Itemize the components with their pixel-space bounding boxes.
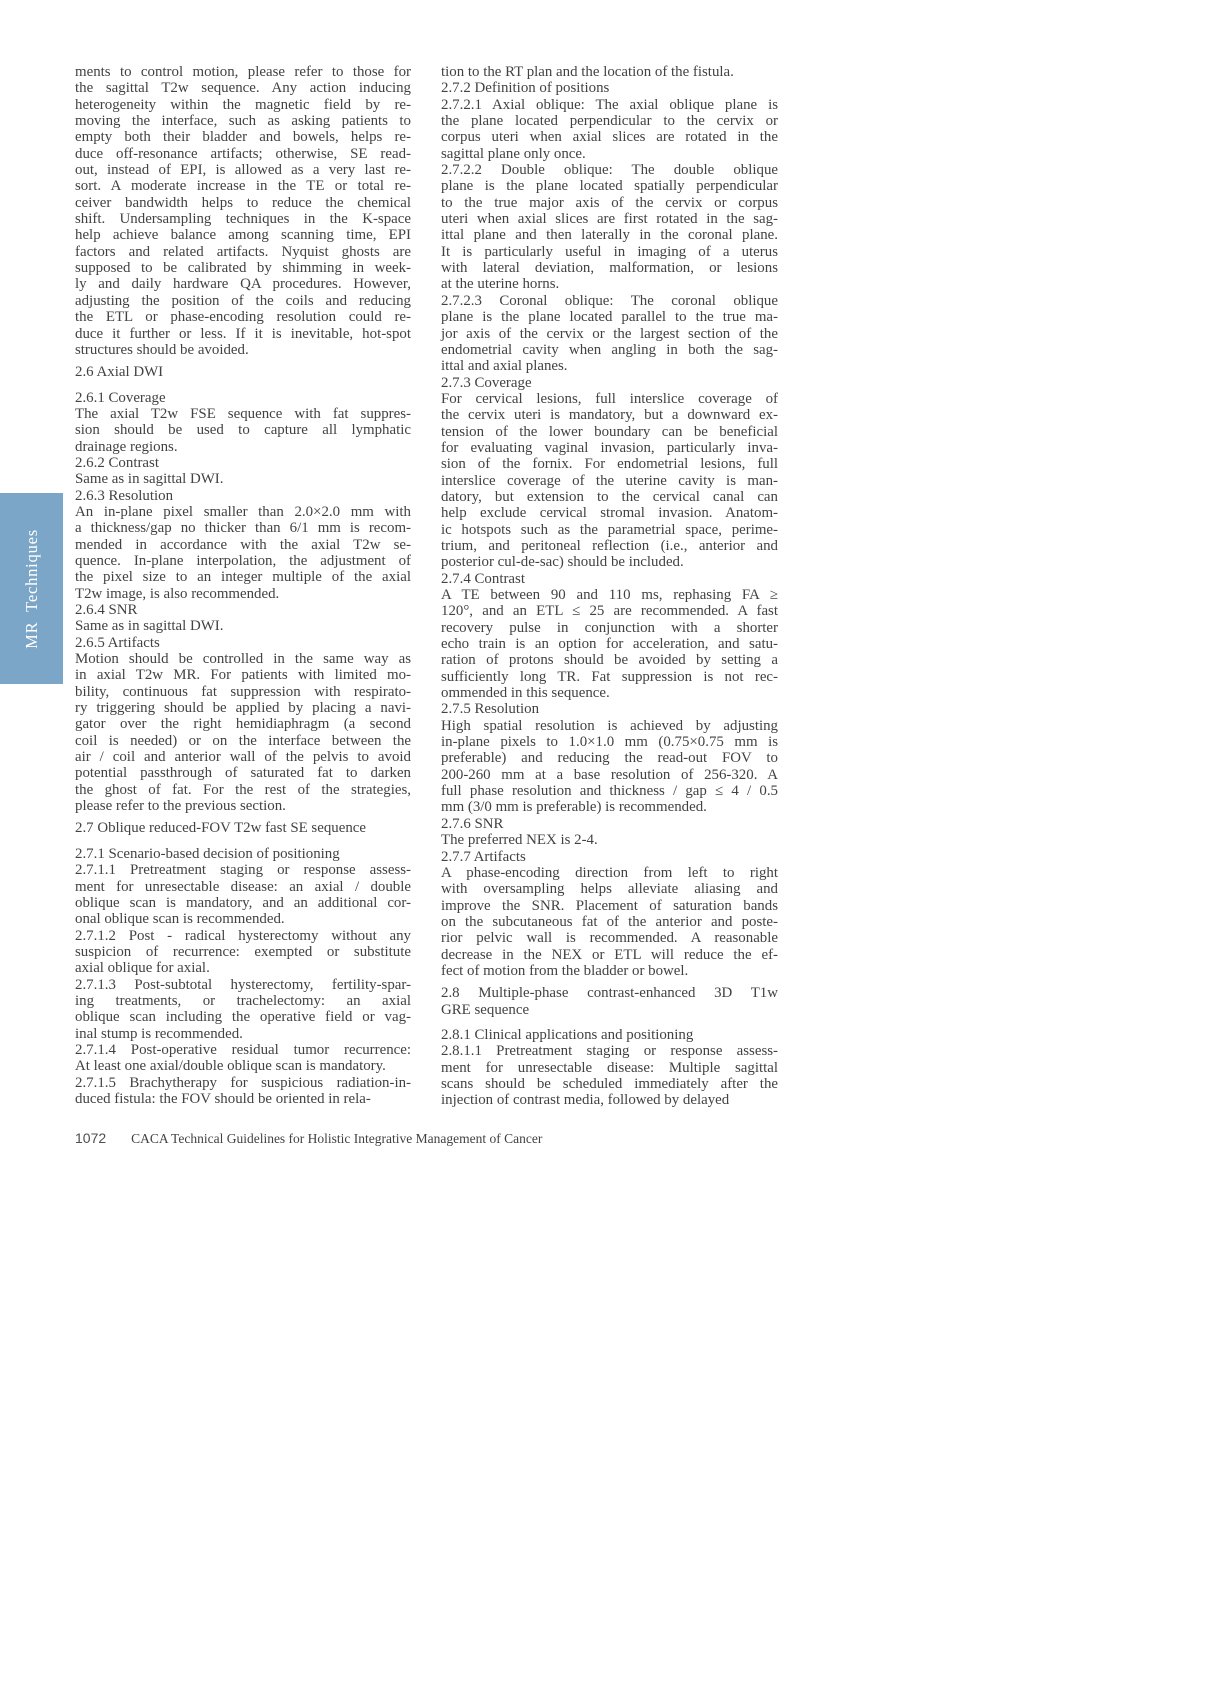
text-line: 2.6 Axial DWI <box>75 364 164 381</box>
text-line: injection of contrast media, followed by delayed <box>441 1092 730 1109</box>
text-line: ration of protons should be avoided by setting a <box>441 652 778 669</box>
text-line: the ETL or phase-encoding resolution could re- <box>75 309 411 326</box>
text-line: jor axis of the cervix or the largest section of the <box>441 325 778 342</box>
page-number: 1072 <box>75 1130 107 1146</box>
text-line: 2.6.3 Resolution <box>75 487 174 504</box>
text-line: plane is the plane located spatially perpendicular <box>441 178 778 195</box>
text-line: sion should be used to capture all lymphatic <box>75 422 411 439</box>
subsection-heading <box>441 375 778 391</box>
text-line: ommended in this sequence. <box>441 685 610 702</box>
text-line: The preferred NEX is 2-4. <box>441 832 598 849</box>
text-line: 2.7.5 Resolution <box>441 701 540 718</box>
text-line: the sagittal T2w sequence. Any action inducing <box>75 80 411 97</box>
text-line: Same as in sagittal DWI. <box>75 618 224 635</box>
text-line: with oversampling helps alleviate aliasing and <box>441 881 778 898</box>
text-line: uteri when axial slices are first rotated in the sag- <box>441 211 778 228</box>
text-line: For cervical lesions, full interslice coverage of <box>441 390 778 407</box>
text-line: A TE between 90 and 110 ms, rephasing FA ≥ <box>441 587 778 603</box>
text-line: 2.8.1.1 Pretreatment staging or response assess- <box>441 1043 778 1060</box>
paragraph <box>441 718 778 816</box>
subsection-heading <box>75 602 411 618</box>
text-line: 2.7.4 Contrast <box>441 570 525 587</box>
text-line: 2.7.2.3 Coronal oblique: The coronal oblique <box>441 292 778 309</box>
text-line: endometrial cavity when angling in both the sag- <box>441 341 778 358</box>
text-line: sion of the fornix. For endometrial lesions, full <box>441 456 778 473</box>
text-line: sort. A moderate increase in the TE or total re- <box>75 178 411 195</box>
paragraph <box>75 64 411 358</box>
paragraph <box>441 832 778 848</box>
text-line: fect of motion from the bladder or bowel. <box>441 962 689 979</box>
text-line: help exclude cervical stromal invasion. Anatom- <box>441 505 778 522</box>
text-line: factors and related artifacts. Nyquist ghosts are <box>75 243 411 260</box>
text-line: datory, but extension to the cervical canal can <box>441 488 778 505</box>
paragraph <box>75 977 411 1042</box>
text-line: out, instead of EPI, is allowed as a very last re- <box>75 162 411 179</box>
paragraph <box>441 162 778 293</box>
text-line: quence. In-plane interpolation, the adjustment of <box>75 552 411 569</box>
text-line: please refer to the previous section. <box>75 798 286 815</box>
text-line: 2.7.7 Artifacts <box>441 848 526 865</box>
text-line: 2.7.1.1 Pretreatment staging or response assess- <box>75 862 411 879</box>
subsection-heading <box>75 488 411 504</box>
text-line: for evaluating vaginal invasion, particularly inva- <box>441 439 778 456</box>
text-line: 2.6.1 Coverage <box>75 389 166 406</box>
text-line: High spatial resolution is achieved by adjusting <box>441 717 778 734</box>
text-line: on the subcutaneous fat of the anterior and poste- <box>441 913 778 930</box>
section-heading <box>75 820 411 836</box>
text-line: recovery pulse in conjunction with a shorter <box>441 619 778 636</box>
text-line: help achieve balance among scanning time, EPI <box>75 227 411 244</box>
right-column <box>441 64 778 1109</box>
text-line: 2.8 Multiple-phase contrast-enhanced 3D T1w <box>441 985 778 1002</box>
text-line: 200-260 mm at a base resolution of 256-320. A <box>441 766 778 783</box>
paragraph <box>75 406 411 455</box>
chapter-side-tab <box>0 493 63 684</box>
text-line: duced fistula: the FOV should be oriented in rela- <box>75 1090 371 1107</box>
text-line: the plane located perpendicular to the cervix or <box>441 113 778 130</box>
text-line: 2.6.4 SNR <box>75 602 138 618</box>
text-line: ing treatments, or trachelectomy: an axial <box>75 992 411 1009</box>
paragraph <box>75 1042 411 1075</box>
text-line: decrease in the NEX or ETL will reduce the ef- <box>441 946 778 963</box>
paragraph <box>75 618 411 634</box>
paragraph <box>75 862 411 927</box>
text-line: GRE sequence <box>441 1001 530 1018</box>
text-line: preferable) and reducing the read-out FOV to <box>441 750 778 767</box>
subsection-heading <box>441 816 778 832</box>
subsection-heading <box>441 1027 778 1043</box>
paragraph <box>441 1043 778 1108</box>
paragraph <box>441 293 778 375</box>
paragraph <box>75 1075 411 1108</box>
text-line: 2.6.2 Contrast <box>75 454 159 471</box>
text-line: mended in accordance with the axial T2w se- <box>75 536 411 553</box>
text-line: An in-plane pixel smaller than 2.0×2.0 mm with <box>75 503 411 520</box>
subsection-heading <box>441 701 778 717</box>
text-line: gator over the right hemidiaphragm (a second <box>75 716 411 733</box>
subsection-heading <box>441 80 778 96</box>
text-line: duce off-resonance artifacts; otherwise, SE read- <box>75 145 411 162</box>
chapter-side-tab-label: MR Techniques <box>21 528 41 649</box>
text-line: moving the interface, such as asking patients to <box>75 113 411 130</box>
text-line: at the uterine horns. <box>441 276 560 293</box>
subsection-heading <box>75 390 411 406</box>
subsection-heading <box>441 849 778 865</box>
paragraph <box>75 471 411 487</box>
text-line: drainage regions. <box>75 438 178 455</box>
text-line: shift. Undersampling techniques in the K-space <box>75 211 411 228</box>
text-line: posterior cul-de-sac) should be included. <box>441 554 684 571</box>
text-line: heterogeneity within the magnetic field by re- <box>75 96 411 113</box>
paragraph <box>75 504 411 602</box>
text-line: to the true major axis of the cervix or corpus <box>441 194 778 211</box>
text-line: full phase resolution and thickness / gap ≤ 4 / 0.5 <box>441 783 778 800</box>
text-line: plane is the plane located parallel to the true ma- <box>441 309 778 326</box>
left-column <box>75 64 411 1107</box>
text-line: a thickness/gap no thicker than 6/1 mm is recom- <box>75 520 411 537</box>
text-line: inal stump is recommended. <box>75 1025 243 1042</box>
text-line: suspicion of recurrence: exempted or substitute <box>75 943 411 960</box>
text-line: T2w image, is also recommended. <box>75 585 280 602</box>
text-line: It is particularly useful in imaging of a uterus <box>441 243 778 260</box>
text-line: 2.7.1.3 Post-subtotal hysterectomy, fertility-spar- <box>75 976 411 993</box>
text-line: corpus uteri when axial slices are rotated in the <box>441 129 778 146</box>
text-line: 2.7.2.1 Axial oblique: The axial oblique plane is <box>441 96 778 113</box>
text-line: bility, continuous fat suppression with respirato- <box>75 683 411 700</box>
text-line: adjusting the position of the coils and reducing <box>75 292 411 309</box>
text-line: duce it further or less. If it is inevitable, hot-spot <box>75 325 411 342</box>
text-line: air / coil and anterior wall of the pelvis to avoid <box>75 749 411 766</box>
text-line: axial oblique for axial. <box>75 960 210 977</box>
text-line: ic hotspots such as the parametrial space, perime- <box>441 521 778 538</box>
text-line: tion to the RT plan and the location of the fistula. <box>441 64 734 80</box>
text-line: Motion should be controlled in the same way as <box>75 651 411 668</box>
paragraph <box>441 391 778 571</box>
running-title: CACA Technical Guidelines for Holistic Integrative Management of Cancer <box>131 1131 543 1146</box>
text-line: rior pelvic wall is recommended. A reasonable <box>441 930 778 947</box>
text-line: 2.6.5 Artifacts <box>75 634 160 651</box>
text-line: tension of the lower boundary can be beneficial <box>441 423 778 440</box>
text-line: in axial T2w MR. For patients with limited mo- <box>75 667 411 684</box>
paragraph <box>441 64 778 80</box>
text-line: ly and daily hardware QA procedures. However, <box>75 276 411 293</box>
text-line: ittal plane and then laterally in the coronal plane. <box>441 227 778 244</box>
text-line: 2.7.1.2 Post - radical hysterectomy without any <box>75 927 411 944</box>
text-line: with lateral deviation, malformation, or lesions <box>441 260 778 277</box>
subsection-heading <box>75 635 411 651</box>
text-line: mm (3/0 mm is preferable) is recommended. <box>441 799 707 816</box>
paragraph <box>75 928 411 977</box>
text-line: interslice coverage of the uterine cavity is man- <box>441 472 778 489</box>
text-line: ittal and axial planes. <box>441 358 568 375</box>
text-line: 120°, and an ETL ≤ 25 are recommended. A fast <box>441 603 778 620</box>
subsection-heading <box>75 846 411 862</box>
text-line: in-plane pixels to 1.0×1.0 mm (0.75×0.75 mm is <box>441 734 778 751</box>
text-line: ry triggering should be applied by placing a navi- <box>75 700 411 717</box>
text-line: 2.7.1 Scenario-based decision of positioning <box>75 845 340 862</box>
text-line: the pixel size to an integer multiple of the axial <box>75 569 411 586</box>
subsection-heading <box>441 571 778 587</box>
text-line: sufficiently long TR. Fat suppression is not rec- <box>441 668 778 685</box>
text-line: potential passthrough of saturated fat to darken <box>75 765 411 782</box>
page-footer <box>75 1130 542 1147</box>
text-line: ment for unresectable disease: Multiple sagittal <box>441 1059 778 1076</box>
text-line: 2.7.3 Coverage <box>441 374 532 391</box>
text-line: 2.8.1 Clinical applications and positioning <box>441 1026 694 1043</box>
text-line: A phase-encoding direction from left to right <box>441 864 778 881</box>
text-line: The axial T2w FSE sequence with fat suppres- <box>75 405 411 422</box>
text-line: trium, and peritoneal reflection (i.e., anterior and <box>441 537 778 554</box>
text-line: coil is needed) or on the interface between the <box>75 732 411 749</box>
section-heading <box>75 364 411 380</box>
text-line: onal oblique scan is recommended. <box>75 911 285 928</box>
paragraph <box>441 97 778 162</box>
paragraph <box>75 651 411 814</box>
text-line: ment for unresectable disease: an axial / double <box>75 878 411 895</box>
text-line: ments to control motion, please refer to those for <box>75 64 411 80</box>
text-line: the ghost of fat. For the rest of the strategies, <box>75 781 411 798</box>
text-line: supposed to be calibrated by shimming in week- <box>75 260 411 277</box>
text-line: 2.7.1.4 Post-operative residual tumor recurrence: <box>75 1041 411 1058</box>
text-line: 2.7 Oblique reduced-FOV T2w fast SE sequence <box>75 820 366 837</box>
text-line: oblique scan including the operative field or vag- <box>75 1009 411 1026</box>
text-line: structures should be avoided. <box>75 341 249 358</box>
text-line: echo train is an option for acceleration, and satu- <box>441 636 778 653</box>
text-line: the cervix uteri is mandatory, but a downward ex- <box>441 407 778 424</box>
paragraph <box>441 865 778 979</box>
text-line: scans should be scheduled immediately after the <box>441 1075 778 1092</box>
text-line: improve the SNR. Placement of saturation bands <box>441 897 778 914</box>
text-line: empty both their bladder and bowels, helps re- <box>75 129 411 146</box>
text-line: At least one axial/double oblique scan is mandatory. <box>75 1058 386 1075</box>
text-line: 2.7.6 SNR <box>441 815 504 832</box>
paragraph <box>441 587 778 701</box>
text-line: Same as in sagittal DWI. <box>75 471 224 488</box>
text-line: ceiver bandwidth helps to reduce the chemical <box>75 194 411 211</box>
text-line: sagittal plane only once. <box>441 145 586 162</box>
text-line: 2.7.1.5 Brachytherapy for suspicious radiation-in- <box>75 1074 411 1091</box>
text-line: 2.7.2.2 Double oblique: The double oblique <box>441 162 778 179</box>
section-heading <box>441 985 778 1018</box>
text-line: oblique scan is mandatory, and an additional cor- <box>75 894 411 911</box>
text-line: 2.7.2 Definition of positions <box>441 80 610 97</box>
subsection-heading <box>75 455 411 471</box>
